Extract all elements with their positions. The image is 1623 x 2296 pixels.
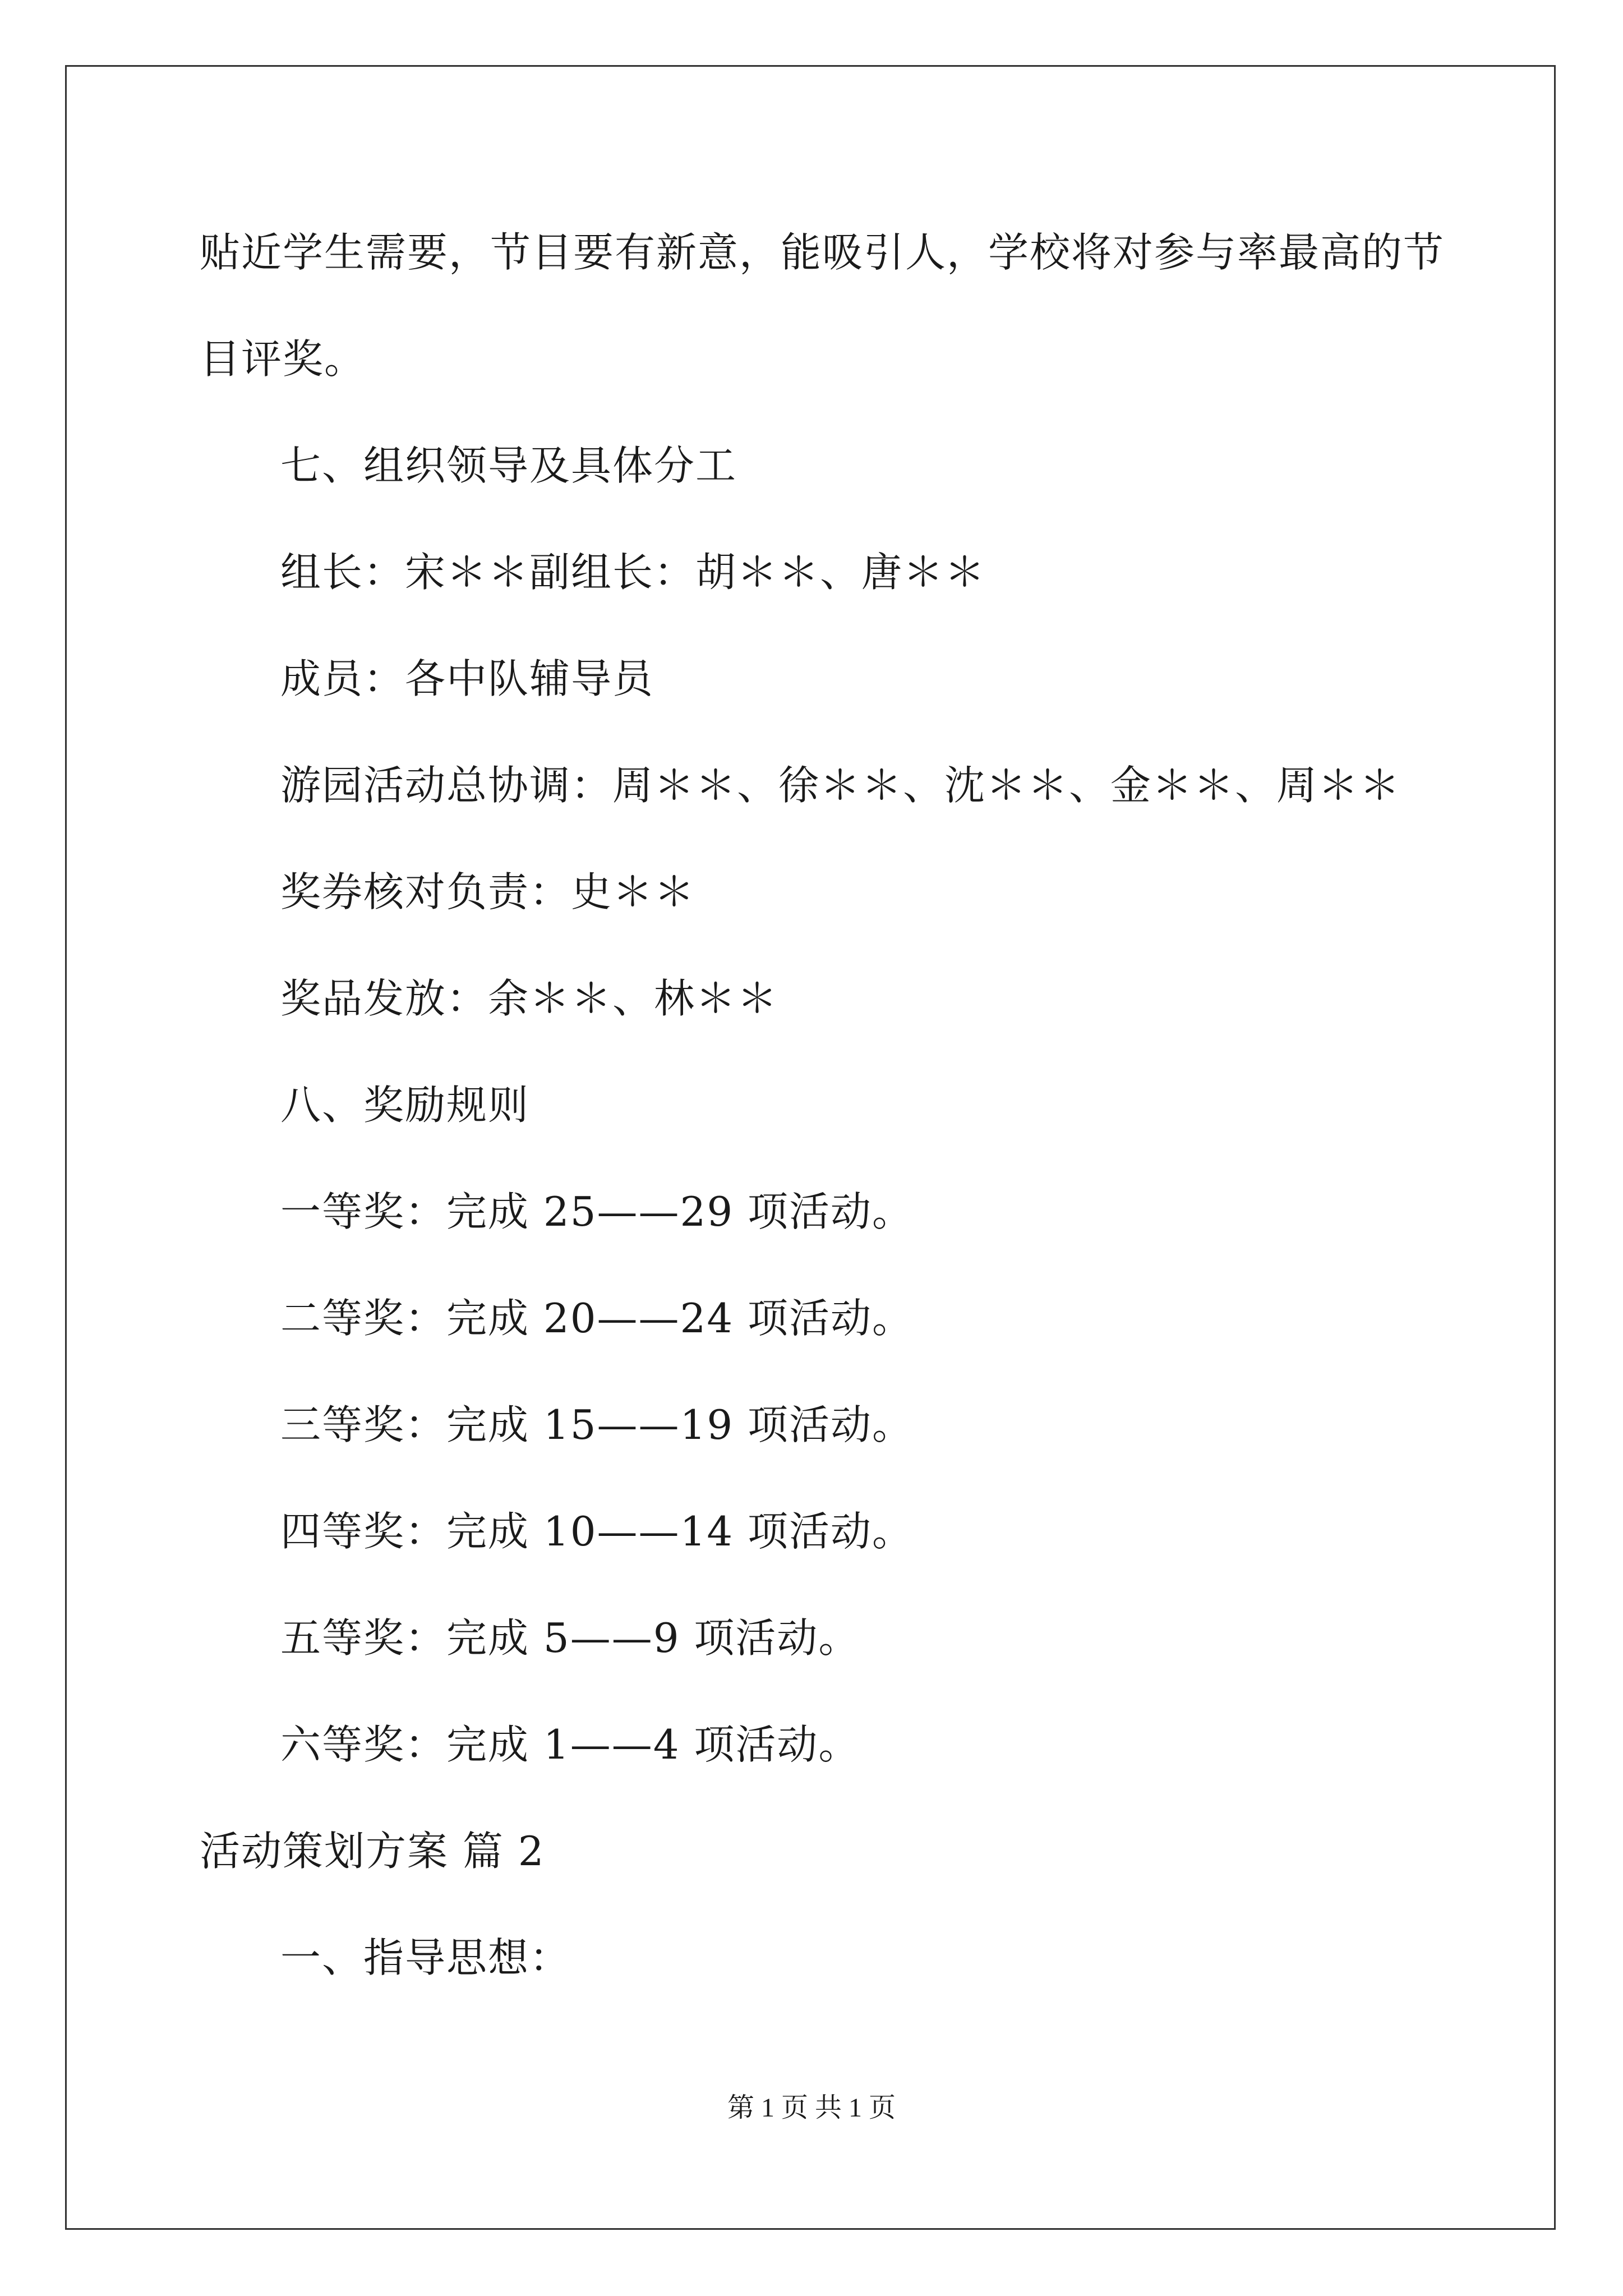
document-title: 活动策划方案 篇 2 — [200, 1828, 545, 1875]
section-heading: 七、组织领导及具体分工 — [280, 442, 737, 489]
body-text-line: 奖券核对负责：史＊＊ — [280, 868, 696, 915]
page-number-footer: 第 1 页 共 1 页 — [727, 2093, 896, 2123]
list-item: 三等奖：完成 15——19 项活动。 — [280, 1401, 914, 1448]
section-heading: 八、奖励规则 — [280, 1082, 530, 1129]
body-text-line: 贴近学生需要，节目要有新意，能吸引人，学校将对参与率最高的节 — [200, 229, 1445, 276]
body-text-line: 游园活动总协调：周＊＊、徐＊＊、沈＊＊、金＊＊、周＊＊ — [280, 762, 1401, 809]
body-text-line: 组长：宋＊＊副组长：胡＊＊、唐＊＊ — [280, 549, 986, 596]
list-item: 二等奖：完成 20——24 项活动。 — [280, 1295, 914, 1342]
section-heading: 一、指导思想： — [280, 1934, 571, 1981]
list-item: 一等奖：完成 25——29 项活动。 — [280, 1188, 914, 1235]
body-text-line: 成员：各中队辅导员 — [280, 655, 654, 702]
body-text-line: 奖品发放：余＊＊、林＊＊ — [280, 975, 779, 1022]
body-text-line: 目评奖。 — [200, 335, 366, 383]
list-item: 四等奖：完成 10——14 项活动。 — [280, 1508, 914, 1555]
page-border — [65, 65, 1556, 2230]
list-item: 六等奖：完成 1——4 项活动。 — [280, 1721, 860, 1768]
list-item: 五等奖：完成 5——9 项活动。 — [280, 1614, 860, 1662]
